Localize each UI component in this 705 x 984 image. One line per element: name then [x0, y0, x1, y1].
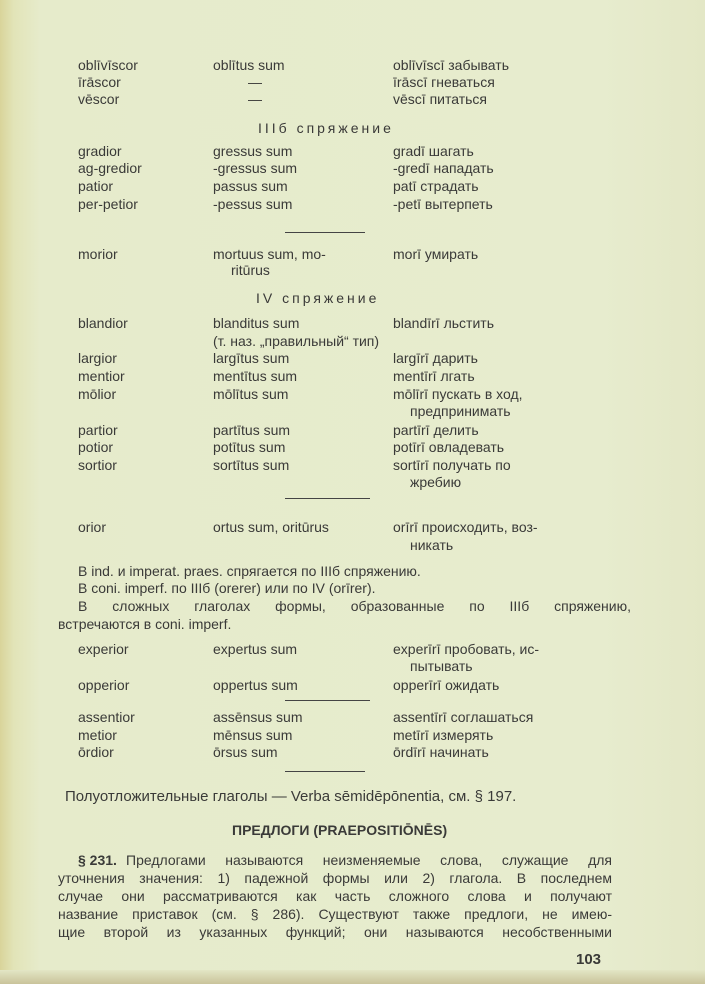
paragraph-line: случае они рассматриваются как часть сложного слова и получают — [58, 888, 612, 904]
verb-form: morior — [78, 246, 118, 262]
verb-form: mentior — [78, 368, 125, 384]
verb-form: oblīvīscor — [78, 57, 138, 73]
infinitive-translation: potīrī овладевать — [393, 439, 505, 455]
perfect-form: expertus sum — [213, 641, 298, 657]
infinitive-translation: opperīrī ожидать — [393, 677, 500, 693]
perfect-form: mortuus sum, mo- — [213, 246, 326, 262]
verb-form: ōrdior — [78, 744, 114, 760]
verb-form: largior — [78, 350, 117, 366]
perfect-form: (т. наз. „правильный“ тип) — [213, 333, 380, 349]
infinitive-translation: ōrdīrī начинать — [393, 744, 489, 760]
infinitive-translation: experīrī пробовать, ис- — [393, 641, 540, 657]
verb-form: opperior — [78, 677, 130, 693]
divider-rule — [285, 498, 370, 499]
verb-form: orior — [78, 519, 107, 535]
note-line: В ind. и imperat. praes. спрягается по IIIб спряжению. — [78, 563, 421, 579]
infinitive-translation: пытывать — [410, 658, 473, 674]
perfect-form: oppertus sum — [213, 677, 298, 693]
section-heading-4: IV спряжение — [256, 290, 380, 306]
perfect-form: largītus sum — [213, 350, 290, 366]
infinitive-translation: īrāscī гневаться — [393, 74, 495, 90]
infinitive-translation: sortīrī получать по — [393, 457, 511, 473]
verb-form: ag-gredior — [78, 160, 142, 176]
verb-form: sortior — [78, 457, 117, 473]
semideponent-note: Полуотложительные глаголы — Verba sēmidēpōnentia, см. § 197. — [65, 788, 517, 805]
perfect-form: ōrsus sum — [213, 744, 278, 760]
page-number: 103 — [576, 951, 602, 968]
perfect-form: assēnsus sum — [213, 709, 303, 725]
infinitive-translation: mentīrī лгать — [393, 368, 475, 384]
note-line: встречаются в coni. imperf. — [58, 616, 232, 632]
divider-rule — [285, 771, 365, 772]
perfect-form: -pessus sum — [213, 196, 293, 212]
infinitive-translation: largīrī дарить — [393, 350, 478, 366]
section-title: ПРЕДЛОГИ (PRAEPOSITIŌNĒS) — [232, 822, 448, 838]
infinitive-translation: gradī шагать — [393, 143, 474, 159]
perfect-form: ortus sum, oritūrus — [213, 519, 329, 535]
verb-form: metior — [78, 727, 117, 743]
infinitive-translation: morī умирать — [393, 246, 479, 262]
perfect-form: gressus sum — [213, 143, 293, 159]
perfect-form: blanditus sum — [213, 315, 300, 331]
infinitive-translation: partīrī делить — [393, 422, 479, 438]
infinitive-translation: blandīrī льстить — [393, 315, 494, 331]
perfect-form-continued: ritūrus — [231, 262, 270, 278]
infinitive-translation: metīrī измерять — [393, 727, 494, 743]
paragraph-line: щие второй из указанных функций; они называются несобственными — [58, 924, 612, 940]
verb-form: experior — [78, 641, 129, 657]
infinitive-translation: -petī вытерпеть — [393, 196, 493, 212]
infinitive-translation: assentīrī соглашаться — [393, 709, 534, 725]
verb-form: per-petior — [78, 196, 138, 212]
verb-form: blandior — [78, 315, 128, 331]
paragraph-line: Предлогами называются неизменяемые слова, служащие для — [126, 852, 612, 868]
infinitive-translation: patī страдать — [393, 178, 479, 194]
perfect-form: passus sum — [213, 178, 288, 194]
paragraph-number: § 231. — [78, 852, 117, 868]
verb-form: partior — [78, 422, 118, 438]
perfect-form: — — [248, 74, 262, 90]
perfect-form: sortītus sum — [213, 457, 290, 473]
verb-form: gradior — [78, 143, 122, 159]
note-line: В сложных глаголах формы, образованные по IIIб спряжению, — [78, 598, 631, 614]
paragraph-line: уточнения значения: 1) падежной формы или 2) глагола. В последнем — [58, 870, 612, 886]
perfect-form: mōlītus sum — [213, 386, 289, 402]
perfect-form: oblītus sum — [213, 57, 285, 73]
infinitive-translation-continued: никать — [410, 537, 454, 553]
perfect-form: potītus sum — [213, 439, 286, 455]
perfect-form: mēnsus sum — [213, 727, 293, 743]
perfect-form: partītus sum — [213, 422, 291, 438]
note-line: В coni. imperf. по IIIб (orerer) или по IV (orīrer). — [78, 580, 376, 596]
divider-rule — [285, 232, 365, 233]
section-heading-3b: IIIб спряжение — [258, 120, 394, 136]
perfect-form: — — [248, 91, 262, 107]
verb-form: vēscor — [78, 91, 120, 107]
verb-form: īrāscor — [78, 74, 121, 90]
verb-form: patior — [78, 178, 114, 194]
infinitive-translation: orīrī происходить, воз- — [393, 519, 538, 535]
verb-form: potior — [78, 439, 114, 455]
infinitive-translation: предпринимать — [410, 403, 511, 419]
infinitive-translation: oblīvīscī забывать — [393, 57, 509, 73]
divider-rule — [285, 700, 370, 701]
infinitive-translation: vēscī питаться — [393, 91, 487, 107]
infinitive-translation: жребию — [410, 474, 462, 490]
perfect-form: -gressus sum — [213, 160, 298, 176]
verb-form: assentior — [78, 709, 135, 725]
verb-form: mōlior — [78, 386, 117, 402]
paragraph-line: название приставок (см. § 286). Существуют также предлоги, не имею- — [58, 906, 612, 922]
infinitive-translation: -gredī нападать — [393, 160, 494, 176]
perfect-form: mentītus sum — [213, 368, 298, 384]
infinitive-translation: mōlīrī пускать в ход, — [393, 386, 523, 402]
